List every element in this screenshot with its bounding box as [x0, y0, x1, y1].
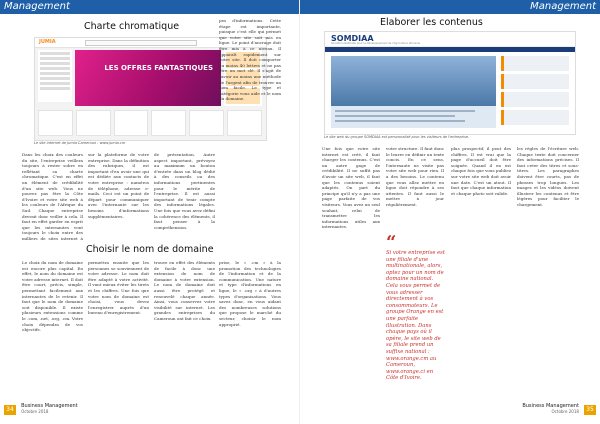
promo-banner — [75, 50, 221, 106]
somdiaa-screenshot — [324, 31, 576, 135]
page-number: 34 — [4, 405, 16, 415]
text-column: sur la plateforme de votre entreprise. Dans la définition des rubriques, il est important d'en avoir une qui est dédiée aux contacts de votre entreprise : numéros de téléphone, adresse e-mails. Ceci est un point de départ pour communiquer avec l'internaute sur les besoins d'informations supplémentaires. — [88, 152, 149, 219]
category-nav-graphic — [38, 50, 72, 102]
text-column: de présentation. Autre aspect important, prévoyez au maximum un bouton d'entrée dans un blog dédié à des conseils ou des informations pertinentes pour le mérite de l'entreprise. Il est aussi important de tenir compte des informations légales. Une fois que vous avez défini la cohérence des éléments, il faut penser à la compréhension. — [154, 152, 215, 230]
somdiaa-logo: SOMDIAA — [331, 34, 374, 43]
hero-graphic — [331, 56, 496, 128]
text-column: permettra ensuite que les personnes se souviennent de votre adresse. Le nom doit être adapté à votre activité. Il vaut mieux éviter les tirets et les chiffres. Une fois que votre nom de domaine est choisi, vous devez l'enregistrer auprès d'un bureau d'enregistrement. — [88, 260, 149, 316]
text-column: plus prospectif, il peut des chiffres. Il est vrai que la page d'accueil doit être soignée. Quand il en est chaque fois que vous publiez sur votre site web doit avoir une date. C'est un atout. Il faut que chaque information et chaque photo soit valide. — [451, 146, 511, 196]
section-band — [0, 0, 300, 14]
text-column: votre structure. Il faut donc le leurre en définir un texte concis. En ce sens, l'internaute ne visite pas votre site web pour rien. Il a des besoins. Le contenu que vous allez mettre en ligne doit répondre à ses attentes. Il faut aussi le mettre à jour régulièrement. — [386, 146, 444, 207]
section-title: Elaborer les contenus — [380, 17, 483, 28]
page-number: 35 — [584, 405, 596, 415]
site-nav-graphic — [325, 47, 575, 52]
page-footer — [4, 399, 78, 418]
publication-name: Business Management — [522, 402, 579, 409]
jumia-logo: JUMIA — [39, 39, 56, 45]
pull-quote: Si votre entreprise est une filiale d'une multinationale, alors, optez pour un nom de domaine national. Cela vous permet de vous adresser directement à vos consommateurs. Le groupe Orange en est une parfaite illustration. Dans chaque pays où il opère, le site web de sa filiale prend un suffixe national : www.orange.cm au Cameroun, www.orange.ci en Côte d'Ivoire. — [386, 250, 445, 382]
banner-text: LES OFFRES FANTASTIQUES — [104, 64, 213, 72]
text-column: Dans les choix des couleurs du site, l'entreprise veillera toujours à rester sobre en reflétant sa charte chromatique. C'est en effet un élément de crédibilité d'un site web. Vous ne pouvez pas être la Côte d'Ivoire et votre site web à les couleurs de l'Afrique du Sud. Chaque entreprise devrait donc veiller à cela. Il faut en effet garder en esprit que les internautes vont toujours le choix entre des milliers de sites internet à — [22, 152, 83, 240]
sidebar-graphic — [501, 56, 569, 128]
section-label: Management — [530, 1, 596, 12]
page-footer — [522, 399, 596, 418]
publication-date: Octobre 2018 — [21, 409, 49, 414]
right-page — [300, 0, 600, 424]
text-column: Une fois que votre site internet est créé, il faut charger les contenus. C'est un autre gage de crédibilité. Il ne suffit pas d'avoir un site web, il faut que les contenus soient adaptés. On part du principe qu'il n'y a pas une page parfaite de vos visiteurs. Vous avez un seul souhait, celui de transmettre les informations utiles aux internautes. — [322, 146, 380, 230]
text-column: les règles de l'écriture web. Chaque texte doit concerner des informations précises. Il faut créer des titres et sous-titres. Les paragraphes doivent être courts, pas de phrases trop longues. Les images et les vidéos doivent illustrer les contenus et être légères pour faciliter le chargement. — [517, 146, 579, 207]
logo-subtitle: Société Industrielle pour le Développement de l'Agriculture Africaine — [331, 42, 421, 45]
figure-caption: Le site web du groupe SOMDIAA est personnalisé pour les visiteurs de l'entreprise. — [324, 135, 470, 139]
chart-title: Charte chromatique — [84, 21, 180, 32]
text-column: pes d'informations. Cette étape est importante, puisque c'est elle qui permet que votre site soit mis en ligne. Le point d'ancrage doit être mis à ce niveau. Il apparaît rapidement sur votre site. Il doit comporter au moins 40 lettres et ne pas être un mot clé. Il s'agit de savoir au moins une méthode de l'argent afin de trouver un nom facile. Le type et catégorie vous aide et le nom du domaine. — [219, 18, 281, 102]
quote-mark-icon: “ — [386, 232, 397, 253]
text-column: prise, le « .cm » à la promotion des technologies de l'information et de la communication. Une nature et type d'informations en ligne, le « .org » à d'autres types d'organisations. Vous savez donc, en vous aidant des nombreuses solutions que propose le marché du secteur, choisir le nom approprié. — [219, 260, 281, 327]
figure-caption: Le site internet de Jumia Cameroun : www.jumia.cm — [34, 141, 126, 145]
publication-date: Octobre 2018 — [551, 409, 579, 414]
search-bar-graphic — [85, 40, 197, 46]
text-column: trouve en effet des éléments de facile à donc une extension de nom de domaine à votre extension. Le nom de domaine doit aussi être protégé et renouvelé chaque année. Ainsi, vous conservez votre visibilité sur internet. Les grandes entreprises du Cameroun ont fait ce choix. — [154, 260, 215, 321]
section-title: Choisir le nom de domaine — [86, 244, 214, 255]
section-label: Management — [4, 1, 70, 12]
section-band — [300, 0, 600, 14]
text-column: Le choix du nom de domaine est encore plus capital. En effet, le nom du domaine est votre adresse internet. Il doit être court, précis, simple, permettant facilement aux internautes de le retenir. Il faut que le nom de domaine soit disponible. Il existe plusieurs extensions comme le .com, .net, .org, .cm. Votre choix dépendra de vos objectifs. — [22, 260, 83, 333]
publication-name: Business Management — [21, 402, 78, 409]
